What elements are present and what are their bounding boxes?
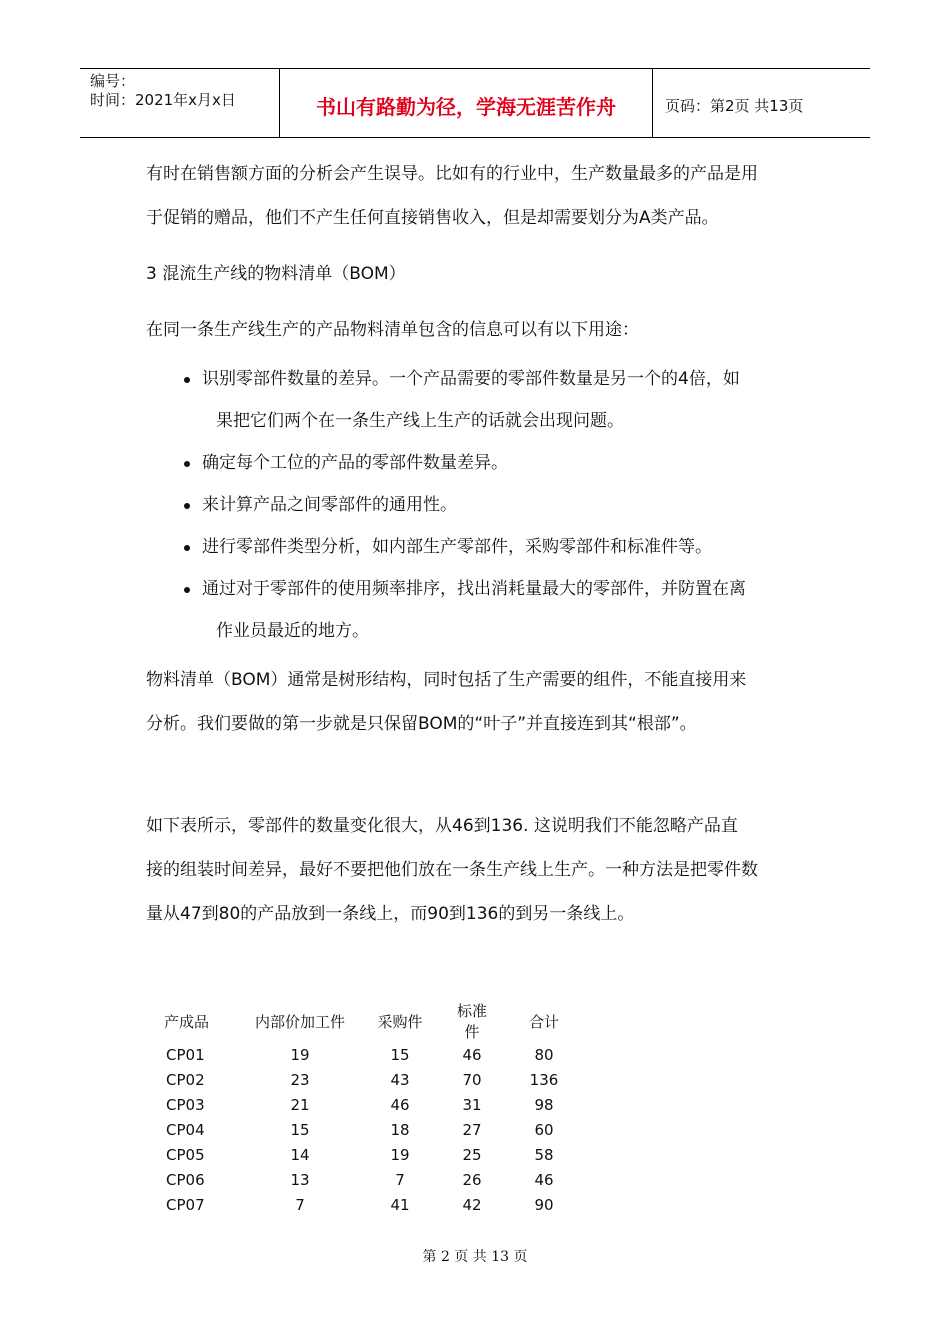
paragraph-line: 量从47到80的产品放到一条线上，而90到136的到另一条线上。 bbox=[146, 904, 635, 924]
header-motto: 书山有路勤为径，学海无涯苦作舟 bbox=[280, 69, 653, 137]
table-cell: 13 bbox=[290, 1170, 310, 1189]
list-item-continuation: 果把它们两个在一条生产线上生产的话就会出现问题。 bbox=[216, 411, 624, 431]
list-item-text: 进行零部件类型分析，如内部生产零部件，采购零部件和标准件等。 bbox=[202, 537, 712, 557]
bullet-list bbox=[146, 358, 826, 652]
document-time-label: 时间：2021年x月x日 bbox=[90, 91, 236, 109]
header-meta bbox=[80, 69, 280, 137]
list-item-continuation: 作业员最近的地方。 bbox=[216, 621, 369, 641]
table-cell: 18 bbox=[390, 1120, 410, 1139]
table-cell: 19 bbox=[390, 1145, 410, 1164]
column-header: 合计 bbox=[528, 1012, 559, 1031]
column-header: 产成品 bbox=[164, 1012, 210, 1031]
table-cell: CP07 bbox=[166, 1195, 205, 1214]
table-cell: 46 bbox=[390, 1095, 410, 1114]
table-cell: 19 bbox=[290, 1045, 310, 1064]
table-cell: CP01 bbox=[166, 1045, 205, 1064]
document-number-label: 编号： bbox=[90, 72, 136, 90]
list-item-text: 识别零部件数量的差异。一个产品需要的零部件数量是另一个的4倍，如 bbox=[202, 369, 740, 389]
paragraph-line: 有时在销售额方面的分析会产生误导。比如有的行业中，生产数量最多的产品是用 bbox=[146, 164, 758, 184]
page-header bbox=[80, 68, 870, 138]
intro-paragraph: 在同一条生产线生产的产品物料清单包含的信息可以有以下用途： bbox=[146, 320, 639, 340]
table-header-row bbox=[146, 1000, 594, 1042]
table-cell: CP03 bbox=[166, 1095, 205, 1114]
table-cell: 25 bbox=[462, 1145, 482, 1164]
table-cell: 46 bbox=[534, 1170, 554, 1189]
header-page-info: 页码：第2页 共13页 bbox=[665, 96, 804, 115]
paragraph-line: 接的组装时间差异，最好不要把他们放在一条生产线上生产。一种方法是把零件数 bbox=[146, 860, 758, 880]
list-item bbox=[146, 526, 826, 568]
table-cell: 15 bbox=[290, 1120, 310, 1139]
table-cell: 42 bbox=[462, 1195, 482, 1214]
column-header: 标准件 bbox=[456, 1002, 487, 1041]
table-cell: 58 bbox=[534, 1145, 554, 1164]
document-body bbox=[146, 152, 826, 936]
paragraph-line: 于促销的赠品，他们不产生任何直接销售收入，但是却需要划分为A类产品。 bbox=[146, 208, 719, 228]
table-cell: 15 bbox=[390, 1045, 410, 1064]
table-cell: 23 bbox=[290, 1070, 310, 1089]
table-cell: 14 bbox=[290, 1145, 310, 1164]
table-cell: 7 bbox=[295, 1195, 305, 1214]
list-item bbox=[146, 358, 826, 442]
column-header: 采购件 bbox=[377, 1012, 423, 1031]
bullet-icon bbox=[184, 377, 190, 383]
table-row bbox=[146, 1042, 594, 1067]
table-cell: 70 bbox=[462, 1070, 482, 1089]
list-item-text: 确定每个工位的产品的零部件数量差异。 bbox=[202, 453, 508, 473]
table-row bbox=[146, 1092, 594, 1117]
section-title: 3 混流生产线的物料清单（BOM） bbox=[146, 264, 406, 284]
table-cell: CP06 bbox=[166, 1170, 205, 1189]
table-row bbox=[146, 1192, 594, 1217]
table-cell: 21 bbox=[290, 1095, 310, 1114]
bullet-icon bbox=[184, 461, 190, 467]
table-cell: CP02 bbox=[166, 1070, 205, 1089]
paragraph-line: 分析。我们要做的第一步就是只保留BOM的“叶子”并直接连到其“根部”。 bbox=[146, 714, 697, 734]
column-header: 内部价加工件 bbox=[254, 1012, 345, 1031]
table-row bbox=[146, 1142, 594, 1167]
bom-table bbox=[146, 1000, 594, 1217]
table-cell: 27 bbox=[462, 1120, 482, 1139]
page-footer: 第 2 页 共 13 页 bbox=[422, 1249, 528, 1265]
table-cell: 60 bbox=[534, 1120, 554, 1139]
bullet-icon bbox=[184, 587, 190, 593]
list-item bbox=[146, 442, 826, 484]
table-cell: 46 bbox=[462, 1045, 482, 1064]
bullet-icon bbox=[184, 545, 190, 551]
table-cell: CP05 bbox=[166, 1145, 205, 1164]
table-cell: 90 bbox=[534, 1195, 554, 1214]
table-cell: 80 bbox=[534, 1045, 554, 1064]
table-cell: 31 bbox=[462, 1095, 482, 1114]
list-item-text: 来计算产品之间零部件的通用性。 bbox=[202, 495, 457, 515]
table-cell: 7 bbox=[395, 1170, 405, 1189]
table-cell: 43 bbox=[390, 1070, 410, 1089]
table-row bbox=[146, 1067, 594, 1092]
list-item-text: 通过对于零部件的使用频率排序，找出消耗量最大的零部件，并防置在离 bbox=[202, 579, 746, 599]
table-cell: 98 bbox=[534, 1095, 554, 1114]
table-cell: 26 bbox=[462, 1170, 482, 1189]
paragraph-line: 物料清单（BOM）通常是树形结构，同时包括了生产需要的组件，不能直接用来 bbox=[146, 670, 747, 690]
list-item bbox=[146, 568, 826, 652]
table-cell: CP04 bbox=[166, 1120, 205, 1139]
table-row bbox=[146, 1117, 594, 1142]
bullet-icon bbox=[184, 503, 190, 509]
paragraph-line: 如下表所示，零部件的数量变化很大，从46到136. 这说明我们不能忽略产品直 bbox=[146, 816, 738, 836]
table-row bbox=[146, 1167, 594, 1192]
table-cell: 41 bbox=[390, 1195, 410, 1214]
list-item bbox=[146, 484, 826, 526]
table-cell: 136 bbox=[529, 1070, 559, 1089]
